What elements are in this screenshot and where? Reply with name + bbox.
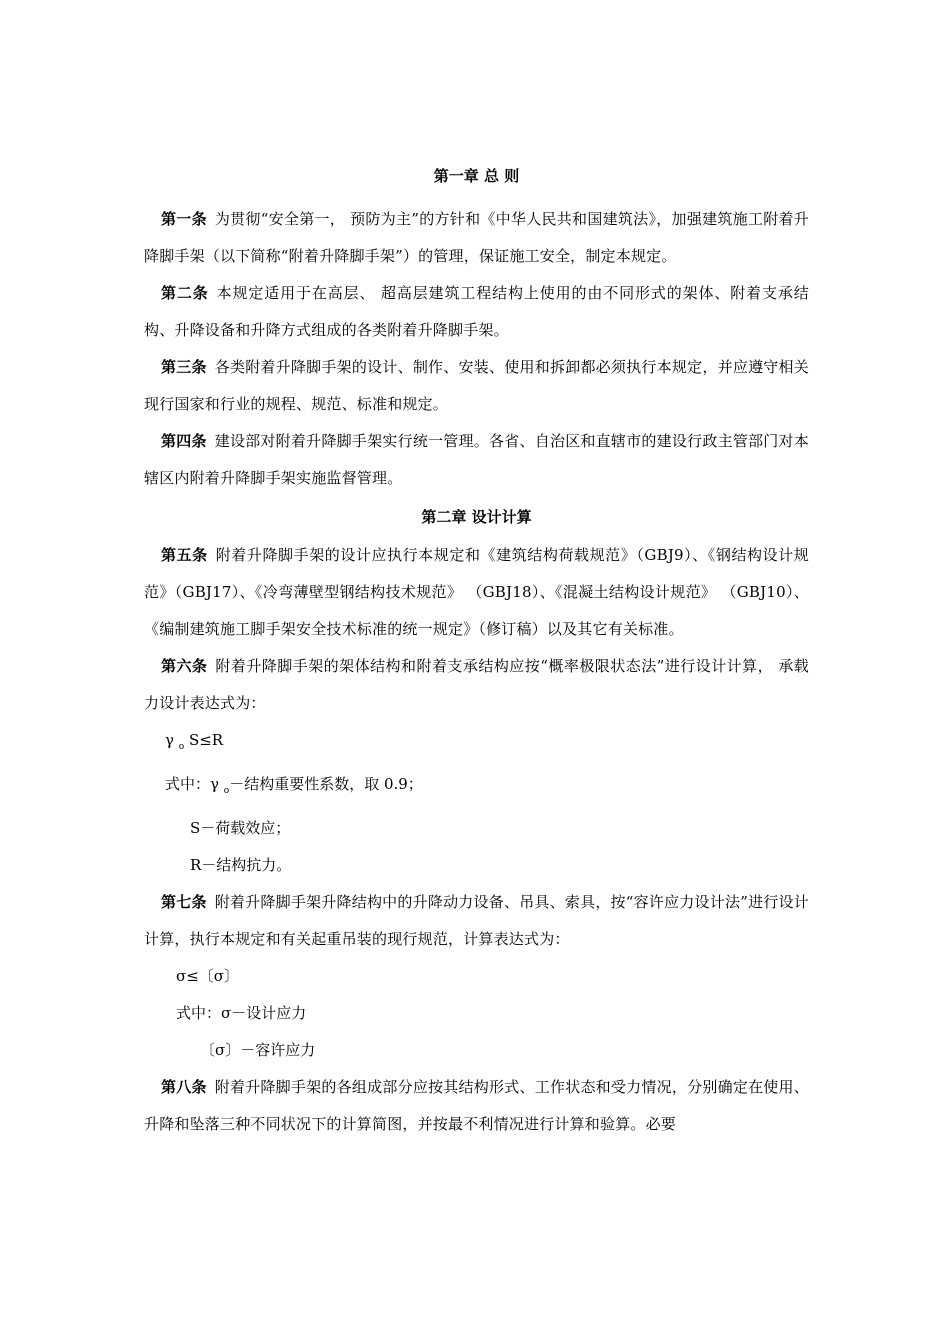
article-7 bbox=[144, 884, 809, 958]
formula-where-gamma bbox=[144, 766, 809, 810]
formula7-where-allowable: 〔σ〕－容许应力 bbox=[200, 1041, 316, 1059]
article-label: 第七条 bbox=[161, 893, 207, 911]
where-subscript: o bbox=[223, 786, 230, 796]
article-label: 第三条 bbox=[161, 358, 207, 376]
formula-gamma: γ bbox=[165, 731, 174, 749]
chapter-1-title: 第一章 总 则 bbox=[433, 167, 520, 185]
article-text: 附着升降脚手架的架体结构和附着支承结构应按“概率极限状态法”进行设计计算， 承载力设计表达式为： bbox=[144, 657, 809, 712]
article-label: 第二条 bbox=[161, 284, 209, 302]
formula-where-r: R－结构抗力。 bbox=[190, 856, 292, 874]
chapter-2-title: 第二章 设计计算 bbox=[421, 508, 532, 526]
article-label: 第一条 bbox=[161, 210, 207, 228]
article-label: 第六条 bbox=[161, 657, 208, 675]
article-4 bbox=[144, 423, 809, 497]
formula7-where-sigma: 式中：σ－设计应力 bbox=[176, 1004, 307, 1022]
article-text: 为贯彻“安全第一， 预防为主”的方针和《中华人民共和国建筑法》，加强建筑施工附着升降脚手架（以下简称“附着升降脚手架”）的管理，保证施工安全，制定本规定。 bbox=[144, 210, 809, 265]
where-label: 式中： bbox=[165, 775, 211, 793]
article-text: 各类附着升降脚手架的设计、制作、安装、使用和拆卸都必须执行本规定，并应遵守相关现行国家和行业的规程、规范、标准和规定。 bbox=[144, 358, 809, 413]
article-3 bbox=[144, 349, 809, 423]
formula-allowable-stress: σ≤〔σ〕 bbox=[176, 967, 240, 985]
formula-subscript: o bbox=[178, 742, 185, 752]
article-text: 附着升降脚手架的各组成部分应按其结构形式、工作状态和受力情况，分别确定在使用、升降和坠落三种不同状况下的计算简图，并按最不利情况进行计算和验算。必要 bbox=[144, 1078, 809, 1133]
article-text: 本规定适用于在高层、 超高层建筑工程结构上使用的由不同形式的架体、附着支承结构、升降设备和升降方式组成的各类附着升降脚手架。 bbox=[144, 284, 810, 339]
article-text: 建设部对附着升降脚手架实行统一管理。各省、自治区和直辖市的建设行政主管部门对本辖区内附着升降脚手架实施监督管理。 bbox=[144, 432, 809, 487]
article-6 bbox=[144, 648, 809, 722]
where-gamma: γ bbox=[210, 775, 219, 793]
article-1 bbox=[144, 201, 809, 275]
article-text: 附着升降脚手架升降结构中的升降动力设备、吊具、索具，按“容许应力设计法”进行设计计算，执行本规定和有关起重吊装的现行规范，计算表达式为： bbox=[144, 893, 810, 948]
article-label: 第四条 bbox=[161, 432, 207, 450]
article-2 bbox=[144, 275, 809, 349]
formula-rest: S≤R bbox=[188, 731, 224, 749]
formula-limit-state bbox=[144, 722, 809, 766]
article-8 bbox=[144, 1069, 809, 1143]
article-5 bbox=[144, 537, 809, 648]
article-label: 第八条 bbox=[161, 1078, 207, 1096]
where-rest: －结构重要性系数，取 0.9； bbox=[229, 775, 423, 793]
article-label: 第五条 bbox=[161, 546, 208, 564]
document-page bbox=[144, 165, 809, 1143]
article-text: 附着升降脚手架的设计应执行本规定和《建筑结构荷载规范》（GBJ9）、《钢结构设计规范》（GBJ17）、《冷弯薄壁型钢结构技术规范》 （GBJ18）、《混凝土结构设计规范》 （GBJ10）、《编制建筑施工脚手架安全技术标准的统一规定》（修订稿）以及其它有关标准。 bbox=[144, 546, 809, 638]
formula-where-s: S－荷载效应； bbox=[190, 819, 291, 837]
